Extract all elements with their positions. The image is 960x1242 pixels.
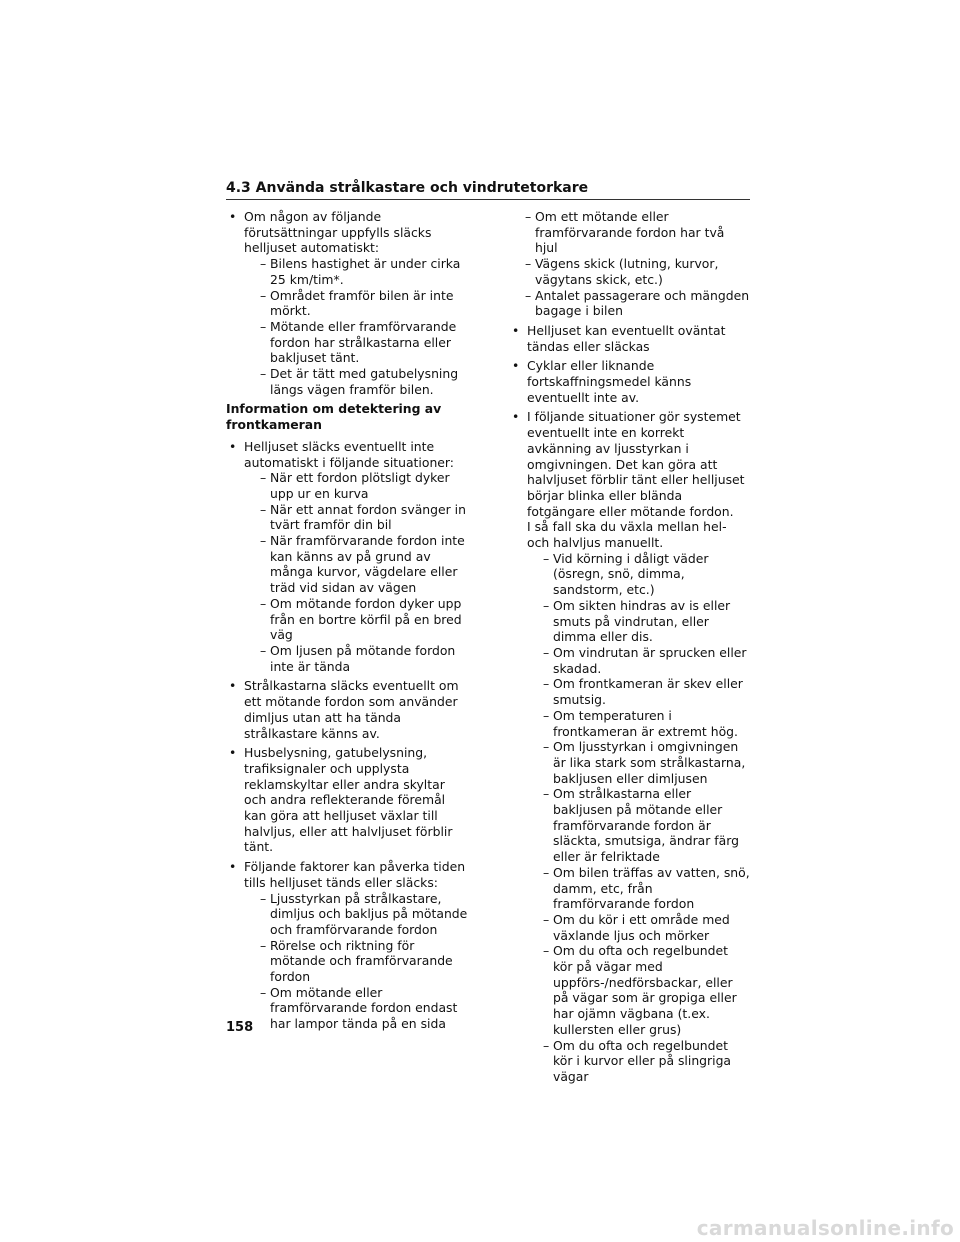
sub-item: – Om du ofta och regelbundet kör på vägar med uppförs-/nedförsbackar, eller på vägar som är gropiga eller har ojämn vägbana (t.ex. kullersten eller grus) bbox=[527, 943, 750, 1037]
sub-item: – Rörelse och riktning för mötande och framförvarande fordon bbox=[244, 938, 470, 985]
sub-item: – Om ljusen på mötande fordon inte är tända bbox=[244, 643, 470, 674]
bullet-item bbox=[509, 409, 750, 1084]
bullet-item: • Helljuset kan eventuellt oväntat tändas eller släckas bbox=[509, 323, 750, 354]
sub-item: – Mötande eller framförvarande fordon har strålkastarna eller bakljuset tänt. bbox=[244, 319, 470, 366]
sub-item: – När framförvarande fordon inte kan känns av på grund av många kurvor, vägdelare eller träd vid sidan av vägen bbox=[244, 533, 470, 596]
section-header: 4.3 Använda strålkastare och vindrutetorkare bbox=[226, 178, 750, 200]
sub-item: – Om sikten hindras av is eller smuts på vindrutan, eller dimma eller dis. bbox=[527, 598, 750, 645]
sub-item: – Bilens hastighet är under cirka 25 km/tim*. bbox=[244, 256, 470, 287]
bullet-item bbox=[226, 209, 470, 397]
bullet-item bbox=[226, 439, 470, 675]
right-column bbox=[509, 209, 750, 1089]
sub-item: – Det är tätt med gatubelysning längs vägen framför bilen. bbox=[244, 366, 470, 397]
bullet-item: • Cyklar eller liknande fortskaffningsmedel känns eventuellt inte av. bbox=[509, 358, 750, 405]
watermark-text: carmanualsonline.info bbox=[696, 1216, 954, 1240]
sub-item: – Om ett mötande eller framförvarande fordon har två hjul bbox=[509, 209, 750, 256]
bullet-item: • Husbelysning, gatubelysning, trafiksignaler och upplysta reklamskyltar eller andra skyltar och andra reflekterande föremål kan göra att helljuset växlar till halvljus, eller att halvljuset förblir tänt. bbox=[226, 745, 470, 855]
bullet-item bbox=[226, 859, 470, 1032]
bullet-text: • I följande situationer gör systemet eventuellt inte en korrekt avkänning av ljusstyrkan i omgivningen. Det kan göra att halvljuset förblir tänt eller helljuset börjar blinka eller blända fotgängare eller mötande fordon. bbox=[527, 409, 745, 519]
sub-item: – Vid körning i dåligt väder (ösregn, snö, dimma, sandstorm, etc.) bbox=[527, 551, 750, 598]
watermark bbox=[0, 1216, 960, 1242]
sub-item: – Ljusstyrkan på strålkastare, dimljus och bakljus på mötande och framförvarande fordon bbox=[244, 891, 470, 938]
sub-item: – Området framför bilen är inte mörkt. bbox=[244, 288, 470, 319]
sub-item: – När ett fordon plötsligt dyker upp ur en kurva bbox=[244, 470, 470, 501]
sub-item: – Vägens skick (lutning, kurvor, vägytans skick, etc.) bbox=[509, 256, 750, 287]
bullet-text: • Helljuset släcks eventuellt inte automatiskt i följande situationer: bbox=[244, 438, 454, 470]
sub-item: – Om temperaturen i frontkameran är extremt hög. bbox=[527, 708, 750, 739]
bullet-text: • Om någon av följande förutsättningar uppfylls släcks helljuset automatiskt: bbox=[244, 209, 432, 256]
page-number: 158 bbox=[226, 1020, 254, 1035]
bullet-text-extra: I så fall ska du växla mellan hel- och halvljus manuellt. bbox=[527, 519, 727, 551]
sub-item: – Om vindrutan är sprucken eller skadad. bbox=[527, 645, 750, 676]
sub-item: – Om ljusstyrkan i omgivningen är lika stark som strålkastarna, bakljusen eller dimljusen bbox=[527, 739, 750, 786]
sub-item: – Om strålkastarna eller bakljusen på mötande eller framförvarande fordon är släckta, smutsiga, ändrar färg eller är felriktade bbox=[527, 786, 750, 865]
bullet-item: • Strålkastarna släcks eventuellt om ett mötande fordon som använder dimljus utan att ha tända strålkastare känns av. bbox=[226, 678, 470, 741]
subheading: Information om detektering av frontkameran bbox=[226, 401, 442, 433]
sub-item: – Om mötande eller framförvarande fordon endast har lampor tända på en sida bbox=[244, 985, 470, 1032]
continued-list bbox=[509, 209, 750, 319]
sub-item: – Om mötande fordon dyker upp från en bortre körfil på en bred väg bbox=[244, 596, 470, 643]
sub-item: – Antalet passagerare och mängden bagage i bilen bbox=[509, 288, 750, 319]
sub-item: – Om du kör i ett område med växlande ljus och mörker bbox=[527, 912, 750, 943]
sub-item: – Om du ofta och regelbundet kör i kurvor eller på slingriga vägar bbox=[527, 1038, 750, 1085]
left-column bbox=[226, 209, 470, 1036]
sub-item: – Om frontkameran är skev eller smutsig. bbox=[527, 676, 750, 707]
bullet-text: • Följande faktorer kan påverka tiden tills helljuset tänds eller släcks: bbox=[244, 859, 466, 890]
sub-item: – När ett annat fordon svänger in tvärt framför din bil bbox=[244, 502, 470, 533]
sub-item: – Om bilen träffas av vatten, snö, damm, etc, från framförvarande fordon bbox=[527, 865, 750, 912]
